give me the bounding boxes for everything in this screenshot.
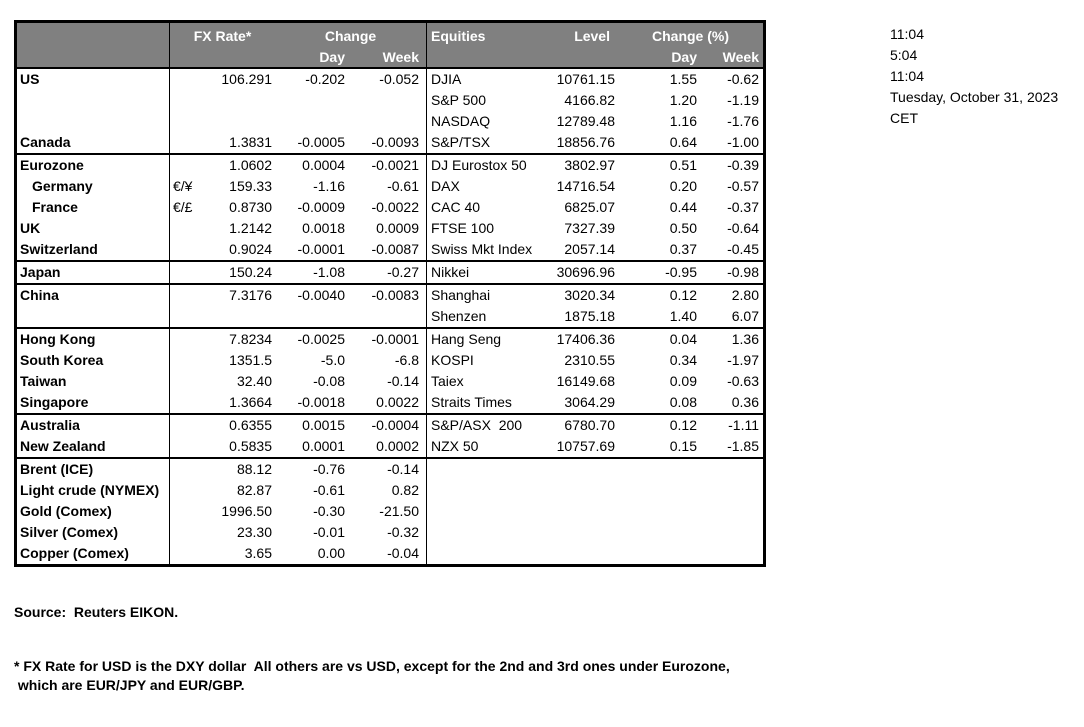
cell-fx-rate: 150.24 <box>229 264 272 280</box>
cell-fx-change-day: -0.0018 <box>297 394 345 410</box>
cell-fx-change-day: 0.00 <box>317 545 345 561</box>
cell-fx-rate: 0.9024 <box>229 241 272 257</box>
cell-currency-pair: €/£ <box>173 199 193 215</box>
cell-fx-change-week: -0.32 <box>348 522 427 543</box>
cell-fx-change-week: 0.0022 <box>348 392 427 413</box>
cell-equity-level <box>545 501 618 522</box>
cell-currency-pair <box>170 132 208 153</box>
cell-fx-rate: 3.65 <box>244 545 272 561</box>
header-blank-2 <box>170 47 275 67</box>
cell-fx-rate <box>208 90 275 111</box>
cell-currency-pair <box>170 90 208 111</box>
cell-equity-change-week: -1.97 <box>727 352 759 368</box>
cell-equity-name: Straits Times <box>431 394 512 410</box>
cell-country-label: Light crude (NYMEX) <box>17 480 170 501</box>
cell-equity-change-day <box>618 501 700 522</box>
header-equity-week: Week <box>722 49 759 65</box>
cell-currency-pair <box>170 501 208 522</box>
cell-fx-change-day: 0.0001 <box>302 438 345 454</box>
cell-fx-rate: 0.5835 <box>229 438 272 454</box>
header-equity-day: Day <box>671 49 697 65</box>
cell-equity-change-week: -0.57 <box>727 178 759 194</box>
table-body <box>17 69 763 564</box>
cell-equity-change-week: -1.19 <box>727 92 759 108</box>
cell-equity-change-week: 0.36 <box>731 394 759 410</box>
cell-country-label: Eurozone <box>17 155 170 176</box>
cell-equity-change-day: 0.12 <box>669 417 697 433</box>
cell-fx-change-week: -0.14 <box>348 459 427 480</box>
cell-fx-change-day <box>275 306 348 327</box>
cell-equity-change-day: 0.50 <box>669 220 697 236</box>
cell-country-label <box>17 90 170 111</box>
cell-fx-rate: 82.87 <box>236 482 272 498</box>
cell-equity-change-week <box>700 501 763 522</box>
cell-equity-name: FTSE 100 <box>431 220 495 236</box>
cell-currency-pair <box>170 415 208 436</box>
cell-equity-level: 17406.36 <box>556 331 615 347</box>
table-row <box>17 392 763 413</box>
cell-equity-change-day: 0.34 <box>669 352 697 368</box>
header-blank-1 <box>17 47 170 67</box>
cell-currency-pair <box>170 459 208 480</box>
cell-equity-name: Swiss Mkt Index <box>431 241 533 257</box>
cell-equity-change-week: -1.85 <box>727 438 759 454</box>
cell-fx-change-week: -21.50 <box>348 501 427 522</box>
table-row <box>17 457 763 480</box>
table-row <box>17 522 763 543</box>
cell-country-label: Germany <box>17 176 170 197</box>
timestamp-line: 5:04 <box>890 47 918 63</box>
table-header-row-2 <box>17 47 763 69</box>
cell-fx-change-day: -0.61 <box>313 482 345 498</box>
cell-equity-name: CAC 40 <box>431 199 481 215</box>
cell-equity-change-day: 0.12 <box>669 287 697 303</box>
cell-currency-pair <box>170 69 208 90</box>
cell-fx-rate: 1996.50 <box>221 503 272 519</box>
cell-equity-name: Nikkei <box>431 264 470 280</box>
header-fx-rate: FX Rate* <box>193 28 252 44</box>
fx-equities-table <box>14 20 766 567</box>
cell-fx-change-week: -0.0022 <box>348 197 427 218</box>
timestamp-line: CET <box>890 110 918 126</box>
cell-currency-pair <box>170 155 208 176</box>
header-blank-3 <box>427 47 618 67</box>
cell-country-label <box>17 111 170 132</box>
table-row <box>17 197 763 218</box>
cell-country-label: Hong Kong <box>17 329 170 350</box>
cell-equity-level: 3064.29 <box>564 394 615 410</box>
table-row <box>17 239 763 260</box>
cell-equity-change-day: 1.16 <box>669 113 697 129</box>
cell-equity-change-day <box>618 543 700 564</box>
cell-fx-change-week: -0.61 <box>348 176 427 197</box>
cell-country-label: South Korea <box>17 350 170 371</box>
cell-fx-rate: 106.291 <box>221 71 272 87</box>
table-row <box>17 371 763 392</box>
cell-currency-pair <box>170 480 208 501</box>
cell-equity-change-day: 0.09 <box>669 373 697 389</box>
cell-fx-change-week: -0.0004 <box>348 415 427 436</box>
cell-equity-level: 10757.69 <box>556 438 615 454</box>
cell-country-label: Gold (Comex) <box>17 501 170 522</box>
timestamp-line: 11:04 <box>890 26 924 42</box>
cell-fx-change-week: 0.0009 <box>348 218 427 239</box>
cell-equity-change-day: 0.64 <box>669 134 697 150</box>
cell-fx-change-day: -0.30 <box>313 503 345 519</box>
cell-equity-name: NASDAQ <box>431 113 491 129</box>
cell-fx-change-day: 0.0004 <box>302 157 345 173</box>
cell-equity-change-week: -0.64 <box>727 220 759 236</box>
cell-country-label: Brent (ICE) <box>17 459 170 480</box>
cell-equity-level: 6780.70 <box>564 417 615 433</box>
cell-equity-name: S&P/ASX 200 <box>431 417 523 433</box>
cell-equity-level: 18856.76 <box>556 134 615 150</box>
table-footer <box>14 570 766 727</box>
table-header-row-1 <box>17 23 763 47</box>
cell-equity-change-week: -0.39 <box>727 157 759 173</box>
cell-equity-level <box>545 543 618 564</box>
table-row <box>17 306 763 327</box>
cell-fx-rate: 88.12 <box>236 461 272 477</box>
cell-equity-name: DJIA <box>431 71 462 87</box>
cell-equity-name <box>427 501 545 522</box>
cell-country-label: Japan <box>17 262 170 283</box>
cell-fx-rate: 1.0602 <box>229 157 272 173</box>
header-fx-week: Week <box>348 47 427 67</box>
cell-fx-change-day: -0.76 <box>313 461 345 477</box>
cell-country-label: Switzerland <box>17 239 170 260</box>
cell-equity-name: DAX <box>431 178 460 194</box>
cell-fx-rate: 1351.5 <box>229 352 272 368</box>
cell-equity-level <box>545 480 618 501</box>
table-row <box>17 260 763 283</box>
cell-fx-rate: 159.33 <box>229 178 272 194</box>
header-level: Level <box>574 28 610 44</box>
cell-fx-change-day: 0.0015 <box>302 417 345 433</box>
cell-currency-pair <box>170 329 208 350</box>
cell-fx-change-week: -0.0087 <box>348 239 427 260</box>
cell-equity-level: 14716.54 <box>556 178 615 194</box>
cell-equity-name: S&P 500 <box>431 92 487 108</box>
cell-equity-name: Hang Seng <box>431 331 502 347</box>
cell-equity-level: 1875.18 <box>564 308 615 324</box>
cell-equity-change-day: 0.51 <box>669 157 697 173</box>
cell-fx-rate: 7.3176 <box>229 287 272 303</box>
cell-equity-change-week: 6.07 <box>731 308 759 324</box>
table-row <box>17 543 763 564</box>
table-row <box>17 132 763 153</box>
cell-equity-level: 7327.39 <box>564 220 615 236</box>
timestamp-line: 11:04 <box>890 68 924 84</box>
cell-fx-change-week: 0.0002 <box>348 436 427 457</box>
cell-currency-pair <box>170 392 208 413</box>
cell-equity-change-day <box>618 459 700 480</box>
cell-fx-change-day <box>275 90 348 111</box>
cell-fx-change-week: 0.82 <box>348 480 427 501</box>
cell-equity-change-week: -1.76 <box>727 113 759 129</box>
cell-fx-change-week: -0.0021 <box>348 155 427 176</box>
cell-equity-name: Shenzen <box>431 308 487 324</box>
table-row <box>17 111 763 132</box>
cell-equity-change-week: -0.37 <box>727 199 759 215</box>
cell-equity-change-week <box>700 522 763 543</box>
cell-fx-change-week: -0.0093 <box>348 132 427 153</box>
cell-country-label: Taiwan <box>17 371 170 392</box>
cell-equity-change-week: -0.45 <box>727 241 759 257</box>
cell-fx-rate: 7.8234 <box>229 331 272 347</box>
cell-equity-change-week: -1.11 <box>728 417 759 433</box>
cell-currency-pair <box>170 239 208 260</box>
cell-equity-change-day: 0.08 <box>669 394 697 410</box>
cell-currency-pair <box>170 285 208 306</box>
table-row <box>17 90 763 111</box>
cell-fx-change-day: -0.0025 <box>297 331 345 347</box>
cell-equity-change-week <box>700 480 763 501</box>
header-fx-day: Day <box>319 49 345 65</box>
cell-fx-change-day: -0.0009 <box>297 199 345 215</box>
cell-country-label <box>17 306 170 327</box>
cell-equity-name: DJ Eurostox 50 <box>431 157 527 173</box>
cell-fx-rate <box>208 111 275 132</box>
cell-equity-level: 2310.55 <box>564 352 615 368</box>
cell-fx-change-week <box>348 111 427 132</box>
cell-equity-name <box>427 459 545 480</box>
cell-equity-name: KOSPI <box>431 352 474 368</box>
cell-currency-pair <box>170 262 208 283</box>
cell-equity-change-day: 0.44 <box>669 199 697 215</box>
cell-equity-change-week <box>700 543 763 564</box>
table-row <box>17 413 763 436</box>
timestamp-block <box>890 24 1058 129</box>
cell-equity-change-day <box>618 522 700 543</box>
cell-equity-level: 4166.82 <box>564 92 615 108</box>
table-row <box>17 480 763 501</box>
cell-fx-change-week: -0.052 <box>348 69 427 90</box>
cell-currency-pair <box>170 111 208 132</box>
cell-currency-pair <box>170 436 208 457</box>
cell-fx-rate: 1.3831 <box>229 134 272 150</box>
cell-fx-change-week: -0.04 <box>348 543 427 564</box>
header-change-pct: Change (%) <box>652 28 729 44</box>
cell-equity-level: 2057.14 <box>564 241 615 257</box>
cell-equity-name: S&P/TSX <box>431 134 491 150</box>
cell-fx-rate: 23.30 <box>236 524 272 540</box>
cell-equity-level: 16149.68 <box>556 373 615 389</box>
cell-equity-name <box>427 480 545 501</box>
cell-equity-change-week: -1.00 <box>727 134 759 150</box>
cell-fx-change-day: -1.16 <box>313 178 345 194</box>
cell-equity-name <box>427 522 545 543</box>
cell-currency-pair: €/¥ <box>173 178 193 194</box>
cell-equity-name <box>427 543 545 564</box>
cell-fx-change-week: -0.0001 <box>348 329 427 350</box>
cell-fx-rate: 0.8730 <box>229 199 272 215</box>
cell-equity-change-day: 1.55 <box>669 71 697 87</box>
cell-equity-change-day: 0.04 <box>669 331 697 347</box>
cell-equity-change-week: 2.80 <box>731 287 759 303</box>
table-row <box>17 176 763 197</box>
cell-country-label: US <box>17 69 170 90</box>
cell-equity-name: Taiex <box>431 373 464 389</box>
cell-country-label: Silver (Comex) <box>17 522 170 543</box>
footnote-line: which are EUR/JPY and EUR/GBP. <box>14 677 245 693</box>
cell-fx-change-day: -0.08 <box>313 373 345 389</box>
cell-fx-rate: 1.3664 <box>229 394 272 410</box>
cell-fx-rate: 0.6355 <box>229 417 272 433</box>
footnote-line: * FX Rate for USD is the DXY dollar All others are vs USD, except for the 2nd and 3rd ones under Eurozone, <box>14 658 730 674</box>
cell-country-label: Canada <box>17 132 170 153</box>
cell-fx-rate: 1.2142 <box>229 220 272 236</box>
cell-fx-change-week <box>348 306 427 327</box>
cell-equity-change-day <box>618 480 700 501</box>
cell-equity-change-day: 0.20 <box>669 178 697 194</box>
cell-fx-change-day: -0.0005 <box>297 134 345 150</box>
cell-fx-change-day: 0.0018 <box>302 220 345 236</box>
table-row <box>17 350 763 371</box>
header-fx-change: Change <box>275 23 427 49</box>
header-country-blank <box>17 23 170 49</box>
table-row <box>17 153 763 176</box>
cell-currency-pair <box>170 543 208 564</box>
cell-fx-rate <box>208 306 275 327</box>
table-row <box>17 218 763 239</box>
cell-equity-level: 3020.34 <box>564 287 615 303</box>
cell-currency-pair <box>170 522 208 543</box>
cell-fx-change-day <box>275 111 348 132</box>
cell-equity-level: 3802.97 <box>564 157 615 173</box>
cell-country-label: UK <box>17 218 170 239</box>
cell-country-label: China <box>17 285 170 306</box>
cell-equity-change-day: -0.95 <box>665 264 697 280</box>
cell-equity-level: 10761.15 <box>556 71 615 87</box>
header-equities: Equities <box>431 28 486 44</box>
cell-fx-change-day: -0.01 <box>313 524 345 540</box>
cell-equity-change-week <box>700 459 763 480</box>
cell-country-label: New Zealand <box>17 436 170 457</box>
cell-equity-change-day: 1.20 <box>669 92 697 108</box>
cell-equity-level <box>545 459 618 480</box>
cell-equity-name: Shanghai <box>431 287 491 303</box>
cell-equity-change-week: -0.63 <box>727 373 759 389</box>
cell-equity-change-day: 0.37 <box>669 241 697 257</box>
cell-fx-change-day: -5.0 <box>320 352 345 368</box>
fx-footnote <box>14 657 766 695</box>
cell-equity-change-day: 1.40 <box>669 308 697 324</box>
cell-country-label: Copper (Comex) <box>17 543 170 564</box>
table-row <box>17 283 763 306</box>
timestamp-line: Tuesday, October 31, 2023 <box>890 89 1059 105</box>
cell-equity-level: 30696.96 <box>556 264 615 280</box>
report-content <box>14 20 766 727</box>
cell-fx-change-day: -0.0001 <box>297 241 345 257</box>
cell-fx-change-week <box>348 90 427 111</box>
cell-country-label: Singapore <box>17 392 170 413</box>
table-row <box>17 327 763 350</box>
cell-equity-change-week: -0.62 <box>727 71 759 87</box>
cell-equity-change-week: -0.98 <box>727 264 759 280</box>
cell-equity-change-day: 0.15 <box>669 438 697 454</box>
table-row <box>17 501 763 522</box>
cell-country-label: Australia <box>17 415 170 436</box>
source-note: Source: Reuters EIKON. <box>14 604 179 620</box>
cell-currency-pair <box>170 350 208 371</box>
cell-equity-level: 12789.48 <box>556 113 615 129</box>
cell-equity-level <box>545 522 618 543</box>
cell-fx-change-week: -0.27 <box>348 262 427 283</box>
table-row <box>17 436 763 457</box>
cell-fx-change-day: -0.202 <box>305 71 345 87</box>
cell-fx-change-day: -1.08 <box>313 264 345 280</box>
cell-fx-change-week: -0.0083 <box>348 285 427 306</box>
cell-fx-change-week: -0.14 <box>348 371 427 392</box>
cell-equity-change-week: 1.36 <box>731 331 759 347</box>
cell-fx-rate: 32.40 <box>236 373 272 389</box>
cell-fx-change-day: -0.0040 <box>297 287 345 303</box>
cell-currency-pair <box>170 371 208 392</box>
table-row <box>17 69 763 90</box>
cell-country-label: France <box>17 197 170 218</box>
cell-equity-level: 6825.07 <box>564 199 615 215</box>
cell-equity-name: NZX 50 <box>431 438 479 454</box>
cell-fx-change-week: -6.8 <box>348 350 427 371</box>
cell-currency-pair <box>170 306 208 327</box>
cell-currency-pair <box>170 218 208 239</box>
